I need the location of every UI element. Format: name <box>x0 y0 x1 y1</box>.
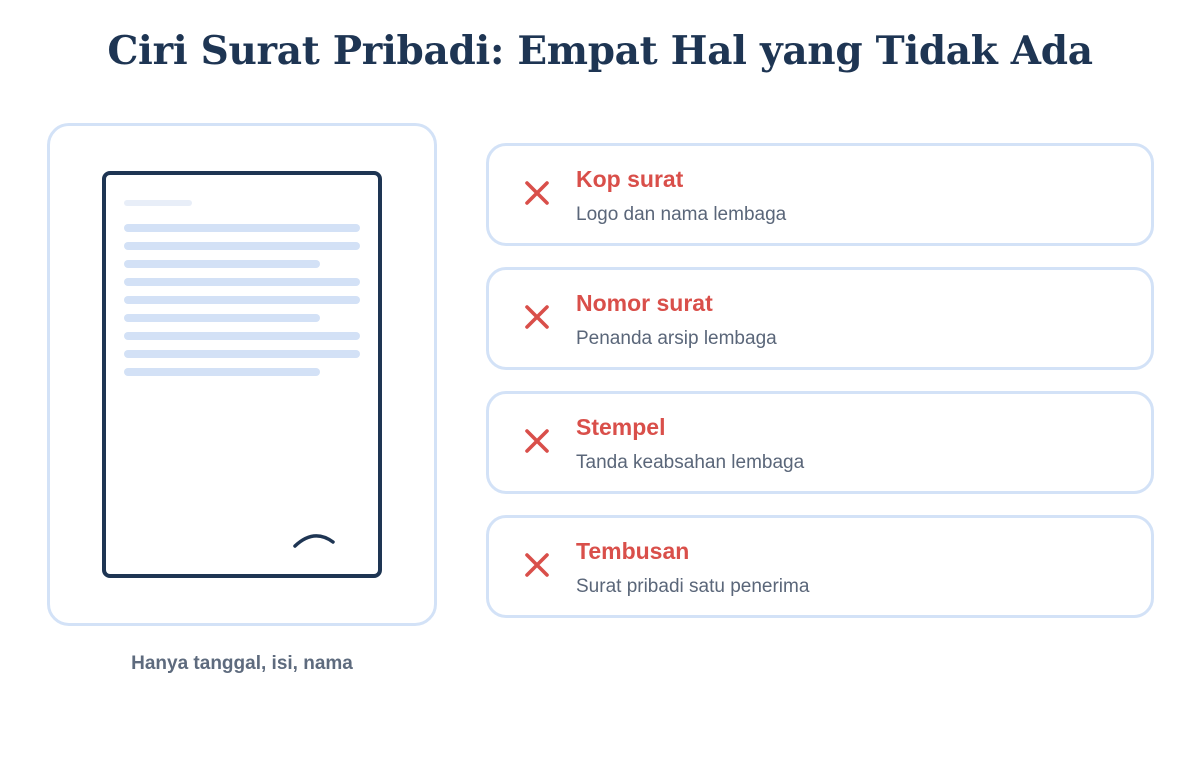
letter-date-line <box>124 200 192 206</box>
missing-item-card <box>486 267 1154 370</box>
card-title: Tembusan <box>576 538 690 564</box>
letter-text-line <box>124 224 360 232</box>
card-title: Nomor surat <box>576 290 713 316</box>
letter-text-line <box>124 350 360 358</box>
card-title: Kop surat <box>576 166 684 192</box>
close-icon <box>521 301 553 333</box>
letter-text-line <box>124 278 360 286</box>
letter-text-line <box>124 314 320 322</box>
close-icon <box>521 549 553 581</box>
card-title: Stempel <box>576 414 666 440</box>
page-title: Ciri Surat Pribadi: Empat Hal yang Tidak Ada <box>107 28 1093 74</box>
letter-text-line <box>124 260 320 268</box>
signature-mark <box>290 522 340 552</box>
card-subtitle: Penanda arsip lembaga <box>576 328 777 349</box>
card-subtitle: Tanda keabsahan lembaga <box>576 452 805 473</box>
letter-text-line <box>124 296 360 304</box>
missing-item-card <box>486 515 1154 618</box>
card-subtitle: Surat pribadi satu penerima <box>576 576 810 597</box>
letter-text-line <box>124 368 320 376</box>
close-icon <box>521 425 553 457</box>
letter-text-line <box>124 242 360 250</box>
letter-text-line <box>124 332 360 340</box>
close-icon <box>521 177 553 209</box>
missing-item-card <box>486 143 1154 246</box>
missing-item-card <box>486 391 1154 494</box>
document-caption: Hanya tanggal, isi, nama <box>131 653 353 674</box>
card-subtitle: Logo dan nama lembaga <box>576 204 787 225</box>
